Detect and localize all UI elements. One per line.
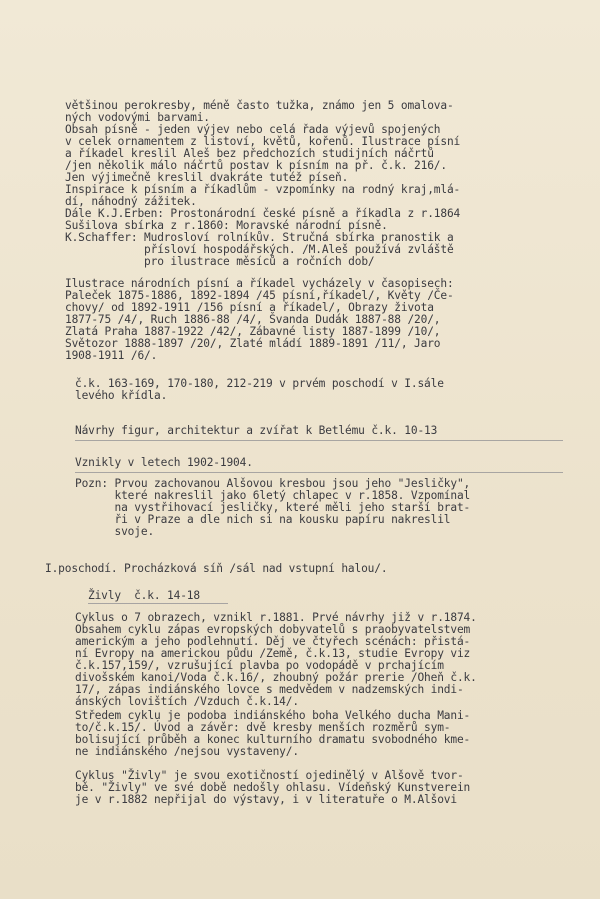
text-line: to/č.k.15/. Úvod a závěr: dvě kresby menších rozměrů sym-: [75, 721, 451, 734]
text-line: ní Evropy na americkou půdu /Země, č.k.13, studie Evropy viz: [75, 647, 471, 660]
text-line: ánských lovištích /Vzduch č.k.14/.: [75, 695, 299, 708]
text-line: č.k.157,159/, vzrušující plavba po vodopádě v prchajícím: [75, 659, 444, 672]
text-line: Světozor 1888-1897 /20/, Zlaté mládí 1889-1891 /11/, Jaro: [65, 337, 441, 350]
text-line: /jen několik málo náčrtů postav k písním na př. č.k. 216/.: [65, 159, 447, 172]
text-line: K.Schaffer: Mudrosloví rolníkův. Stručná sbírka pranostik a: [65, 231, 454, 244]
text-line: většinou perokresby, méně často tužka, známo jen 5 omalova-: [65, 99, 454, 112]
note-line: ři v Praze a dle nich si na kousku papíru nakreslil: [75, 513, 451, 526]
text-line: dí, náhodný zážitek.: [65, 195, 197, 208]
text-line: 1908-1911 /6/.: [65, 349, 158, 362]
text-line: levého křídla.: [75, 389, 168, 402]
heading-underline: [88, 603, 228, 604]
text-line: Jen výjimečně kreslil dvakráte tutéž píseň.: [65, 171, 349, 184]
text-line: divošském kanoi/Voda č.k.16/, zhoubný požár prerie /Oheň č.k.: [75, 671, 477, 684]
floor-heading: I.poschodí. Procházková síň /sál nad vstupní halou/.: [45, 562, 388, 575]
section-divider: [75, 440, 563, 441]
note-line: Pozn: Prvou zachovanou Alšovou kresbou jsou jeho "Jesličky",: [75, 477, 471, 490]
section-divider: [75, 472, 563, 473]
text-line: je v r.1882 nepřijal do výstavy, i v literatuře o M.Alšovi: [75, 793, 457, 806]
text-line: americkým a jeho podlehnutí. Děj ve čtyřech scénách: přistá-: [75, 635, 471, 648]
text-line: Ilustrace národních písní a říkadel vycházely v časopisech:: [65, 277, 454, 290]
text-line: přísloví hospodářských. /M.Aleš používá zvláště: [65, 243, 454, 256]
text-line: 1877-75 /4/, Ruch 1886-88 /4/, Švanda Dudák 1887-88 /20/,: [65, 313, 441, 326]
text-line: bě. "Živly" ve své době nedošly ohlasu. Vídeňský Kunstverein: [75, 781, 471, 794]
text-line: ne indiánského /nejsou vystaveny/.: [75, 745, 299, 758]
text-line: Inspirace k písním a říkadlům - vzpomínky na rodný kraj,mlá-: [65, 183, 461, 196]
text-line: Sušilova sbírka z r.1860: Moravské národní písně.: [65, 219, 388, 232]
note-line: na vystřihovací jesličky, které měli jeho starší brat-: [75, 501, 471, 514]
text-line: v celek ornamentem z listoví, květů, kořenů. Ilustrace písní: [65, 135, 461, 148]
text-line: Středem cyklu je podoba indiánského boha Velkého ducha Mani-: [75, 709, 471, 722]
text-line: Cyklus "Živly" je svou exotičností ojedinělý v Alšově tvor-: [75, 769, 464, 782]
text-line: Vznikly v letech 1902-1904.: [75, 456, 253, 469]
text-line: č.k. 163-169, 170-180, 212-219 v prvém poschodí v I.sále: [75, 377, 444, 390]
text-line: Cyklus o 7 obrazech, vznikl r.1881. Prvé návrhy již v r.1874.: [75, 611, 477, 624]
text-line: 17/, zápas indiánského lovce s medvědem v nadzemských indi-: [75, 683, 464, 696]
section-heading: Návrhy figur, architektur a zvířat k Betlému č.k. 10-13: [75, 424, 438, 437]
text-line: a říkadel kreslil Aleš bez předchozích studijních náčrtů: [65, 147, 434, 160]
text-line: ných vodovými barvami.: [65, 111, 210, 124]
text-line: chovy/ od 1892-1911 /156 písní a říkadel/, Obrazy života: [65, 301, 434, 314]
note-line: které nakreslil jako 6letý chlapec v r.1858. Vzpomínal: [75, 489, 471, 502]
text-line: pro ilustrace měsíců a ročních dob/: [65, 255, 375, 268]
text-line: Zlatá Praha 1887-1922 /42/, Zábavné listy 1887-1899 /10/,: [65, 325, 441, 338]
text-line: bolisující průběh a konec kulturního dramatu svobodného kme-: [75, 733, 471, 746]
text-line: Obsah písně - jeden výjev nebo celá řada výjevů spojených: [65, 123, 441, 136]
text-line: Obsahem cyklu zápas evropských dobyvatelů s praobyvatelstvem: [75, 623, 471, 636]
text-line: Dále K.J.Erben: Prostonárodní české písně a říkadla z r.1864: [65, 207, 461, 220]
text-line: Paleček 1875-1886, 1892-1894 /45 písní,říkadel/, Květy /Če-: [65, 289, 454, 302]
note-line: svoje.: [75, 525, 155, 538]
zivly-heading: Živly č.k. 14-18: [88, 589, 200, 602]
